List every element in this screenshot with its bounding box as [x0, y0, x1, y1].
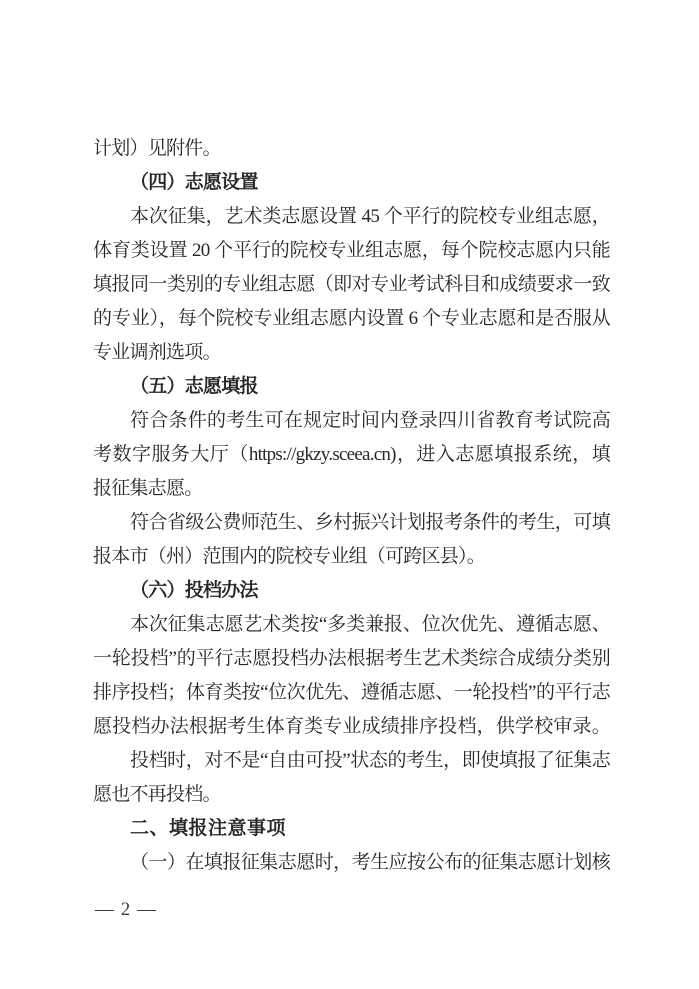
section-heading: （五）志愿填报	[130, 376, 258, 397]
main-section-heading: 二、填报注意事项	[130, 818, 287, 839]
document-body	[93, 132, 610, 880]
text-line: 本次征集志愿艺术类按“多类兼报、位次优先、遵循志愿、	[130, 614, 610, 635]
section-heading: （四）志愿设置	[130, 172, 258, 193]
text-line: 体育类设置 20 个平行的院校专业组志愿，每个院校志愿内只能	[93, 240, 610, 261]
text-line-with-url: 考数字服务大厅（https://gkzy.sceea.cn)，进入志愿填报系统，填	[93, 444, 610, 465]
text-line: 专业调剂选项。	[93, 342, 221, 363]
text-line: 符合省级公费师范生、乡村振兴计划报考条件的考生，可填	[130, 512, 610, 533]
text-line: 本次征集，艺术类志愿设置 45 个平行的院校专业组志愿，	[130, 206, 610, 227]
text-line: 愿也不再投档。	[93, 784, 221, 805]
text-line: 报征集志愿。	[93, 478, 203, 499]
text-line: 排序投档；体育类按“位次优先、遵循志愿、一轮投档”的平行志	[93, 682, 610, 703]
text-line: 的专业），每个院校专业组志愿内设置 6 个专业志愿和是否服从	[93, 308, 610, 329]
page-number: — 2 —	[95, 899, 157, 920]
text-line: 一轮投档”的平行志愿投档办法根据考生艺术类综合成绩分类别	[93, 648, 610, 669]
text-line: 计划）见附件。	[93, 138, 221, 159]
text-line: 报本市（州）范围内的院校专业组（可跨区县）。	[93, 546, 486, 567]
section-heading: （六）投档办法	[130, 580, 258, 601]
text-line: 愿投档办法根据考生体育类专业成绩排序投档，供学校审录。	[93, 716, 610, 737]
text-line: 填报同一类别的专业组志愿（即对专业考试科目和成绩要求一致	[93, 274, 610, 295]
text-line: （一）在填报征集志愿时，考生应按公布的征集志愿计划核	[130, 852, 610, 873]
text-line: 投档时，对不是“自由可投”状态的考生，即使填报了征集志	[130, 750, 610, 771]
text-line: 符合条件的考生可在规定时间内登录四川省教育考试院高	[130, 410, 610, 431]
